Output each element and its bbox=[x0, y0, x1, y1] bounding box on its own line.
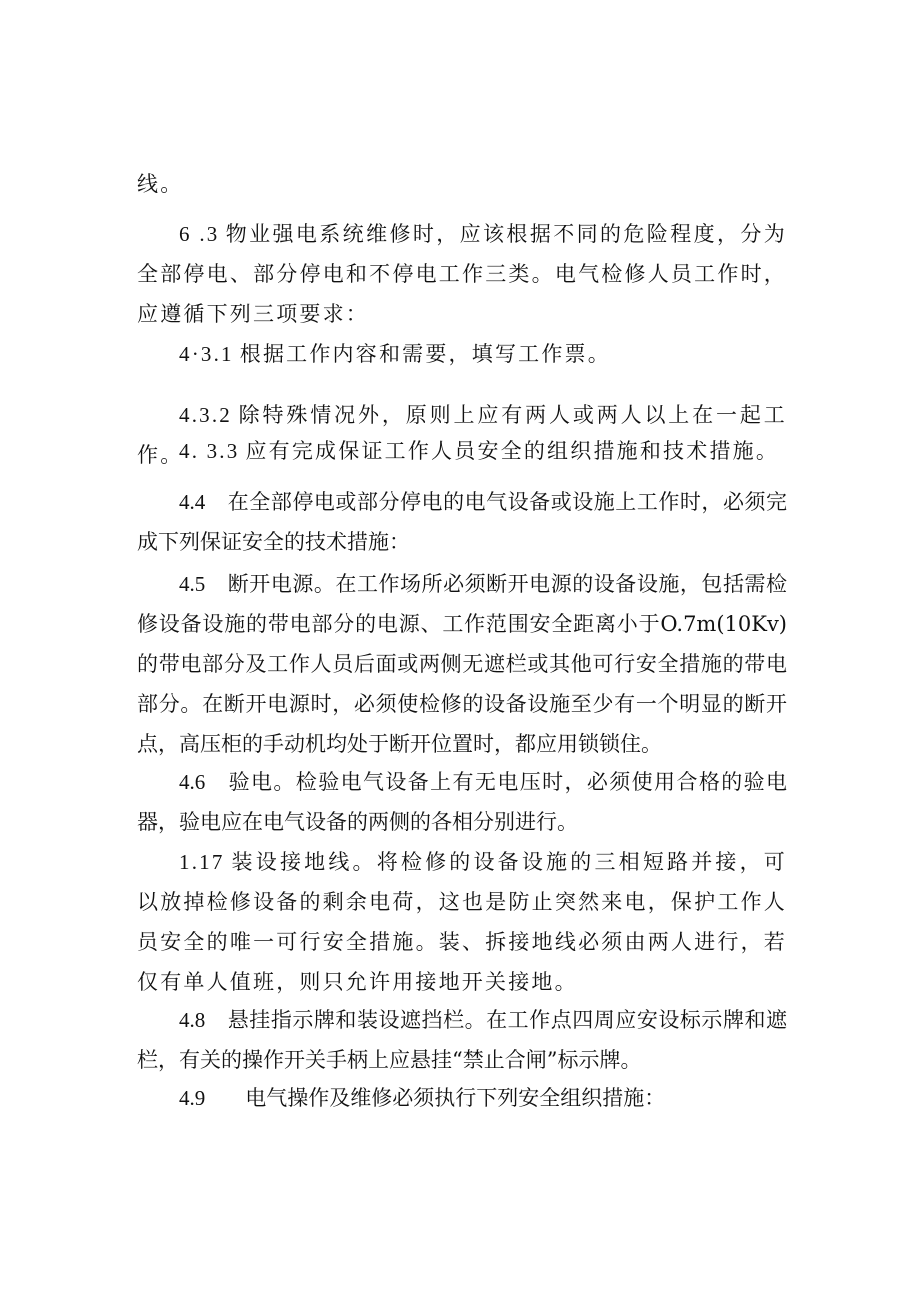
paragraph-4-6 bbox=[137, 762, 787, 842]
paragraph-text: 物业强电系统维修时，应该根据不同的危险程度，分为全部停电、部分停电和不停电工作三类。电气检修人员工作时，应遵循下列三项要求： bbox=[137, 222, 787, 326]
paragraph-text: 电气操作及维修必须执行下列安全组织措施： bbox=[245, 1086, 666, 1110]
section-number: 4.6 bbox=[179, 770, 206, 794]
paragraph-1-17 bbox=[137, 842, 787, 1002]
paragraph-4-3-1 bbox=[137, 334, 787, 374]
section-number: 4·3.1 bbox=[179, 342, 234, 366]
paragraph-text: 悬挂指示牌和装设遮挡栏。在工作点四周应安设标示牌和遮栏，有关的操作开关手柄上应悬挂“禁止合闸”标示牌。 bbox=[137, 1008, 787, 1072]
section-number: 6 .3 bbox=[179, 222, 220, 246]
paragraph-text: 断开电源。在工作场所必须断开电源的设备设施，包括需检修设备设施的带电部分的电源、工作范围安全距离小于O.7m(10Kv)的带电部分及工作人员后面或两侧无遮栏或其他可行安全措施的带电部分。在断开电源时，必须使检修的设备设施至少有一个明显的断开点，高压柜的手动机均处于断开位置时，都应用锁锁住。 bbox=[137, 572, 787, 756]
paragraph-text: 应有完成保证工作人员安全的组织措施和技术措施。 bbox=[245, 439, 780, 463]
section-number: 4.3.2 bbox=[179, 403, 232, 427]
section-number: 1.17 bbox=[179, 850, 225, 874]
paragraph-4-4 bbox=[137, 482, 787, 562]
section-number: 4.8 bbox=[179, 1008, 206, 1032]
section-number: 4.4 bbox=[179, 490, 206, 514]
paragraph-text: 根据工作内容和需要，填写工作票。 bbox=[239, 342, 611, 366]
section-number: 4.9 bbox=[179, 1086, 206, 1110]
paragraph-4-5 bbox=[137, 564, 787, 764]
paragraph-text: 验电。检验电气设备上有无电压时，必须使用合格的验电器，验电应在电气设备的两侧的各相分别进行。 bbox=[137, 770, 787, 834]
paragraph-6-3 bbox=[137, 214, 787, 334]
paragraph-text: 除特殊情况外，原则上应有两人或两人以上在一起工作。 bbox=[137, 403, 787, 467]
section-number: 4. 3.3 bbox=[179, 439, 240, 463]
paragraph-line-end bbox=[137, 164, 787, 204]
paragraph-4-9 bbox=[137, 1078, 787, 1118]
paragraph-text: 在全部停电或部分停电的电气设备或设施上工作时，必须完成下列保证安全的技术措施： bbox=[137, 490, 787, 554]
paragraph-text: 装设接地线。将检修的设备设施的三相短路并接，可以放掉检修设备的剩余电荷，这也是防止突然来电，保护工作人员安全的唯一可行安全措施。装、拆接地线必须由两人进行，若仅有单人值班，则只允许用接地开关接地。 bbox=[137, 850, 787, 994]
paragraph-4-8 bbox=[137, 1000, 787, 1080]
section-number: 4.5 bbox=[179, 572, 206, 596]
paragraph-4-3-3 bbox=[137, 431, 787, 471]
paragraph-text: 线。 bbox=[137, 172, 184, 196]
